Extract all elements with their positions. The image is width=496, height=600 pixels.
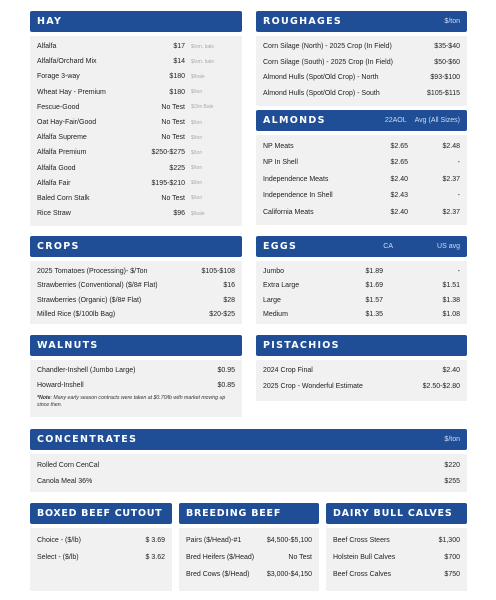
walnuts-note-text: : Many early season contracts were taken at $0.70/lb with market moving up since then.: [37, 395, 226, 408]
row-unit: $/ton: [191, 180, 203, 187]
table-row: [263, 363, 460, 379]
table-row: [263, 188, 460, 205]
table-row: [37, 264, 235, 279]
table-row: [37, 130, 235, 145]
table-row: [263, 308, 460, 323]
row-value: $220: [444, 461, 460, 469]
roughages-unit: $/ton: [444, 18, 460, 25]
row-value: $180: [169, 73, 185, 81]
row-label: Wheat Hay - Premium: [37, 88, 106, 96]
table-row: [37, 378, 235, 393]
boxed-beef-title: BOXED BEEF CUTOUT: [37, 508, 163, 519]
row-value: $20-$25: [209, 311, 235, 319]
concentrates-header: [30, 429, 467, 450]
row-label: Corn Silage (North) - 2025 Crop (In Field): [263, 43, 392, 51]
row-label: Jumbo: [263, 267, 285, 275]
row-value: $93-$100: [430, 74, 460, 82]
row-unit: $/ton: [191, 165, 203, 172]
row-value-1: $1.89: [365, 267, 383, 275]
row-value-2: $2.37: [442, 175, 460, 183]
row-value: No Test: [161, 119, 185, 127]
crops-header: [30, 236, 242, 257]
row-label: Independence Meats: [263, 175, 329, 183]
row-value: $1,300: [438, 537, 460, 544]
table-row: [263, 379, 460, 395]
crops-panel: [30, 236, 242, 324]
row-label: Large: [263, 296, 281, 304]
row-label: Strawberries (Conventional) ($/8# Flat): [37, 282, 158, 290]
row-value-1: $2.65: [390, 142, 408, 150]
table-row: [37, 293, 235, 308]
table-row: [37, 85, 235, 100]
hay-panel: [30, 11, 242, 226]
row-value-1: $2.65: [390, 159, 408, 167]
row-label: Chandler-Inshell (Jumbo Large): [37, 367, 136, 374]
table-row: [263, 279, 460, 294]
row-label: Holstein Bull Calves: [333, 554, 396, 561]
row-value: $0.95: [217, 367, 235, 374]
almonds-title: ALMONDS: [263, 115, 326, 126]
table-row: [37, 308, 235, 323]
row-value-2: -: [457, 267, 460, 275]
table-row: [263, 264, 460, 279]
row-value: $250-$275: [151, 149, 185, 157]
row-label: NP Meats: [263, 142, 294, 150]
concentrates-panel: [30, 429, 467, 492]
row-unit: $/bale: [191, 73, 205, 80]
row-value: $105-$115: [427, 89, 460, 97]
table-row: [186, 532, 312, 549]
table-row: [263, 171, 460, 188]
breeding-beef-header: [179, 503, 319, 524]
row-value: $17: [173, 43, 185, 51]
row-label: Rolled Corn CenCal: [37, 461, 100, 469]
row-unit: $/3m Bale: [191, 104, 214, 111]
row-label: Extra Large: [263, 282, 300, 290]
row-value: No Test: [161, 103, 185, 111]
row-label: Medium: [263, 311, 288, 319]
table-row: [37, 191, 235, 206]
concentrates-unit: $/ton: [444, 436, 460, 443]
row-value-2: -: [457, 192, 460, 200]
row-value: $16: [223, 282, 235, 290]
row-value-2: $1.51: [442, 282, 460, 290]
table-row: [263, 86, 460, 102]
boxed-beef-header: [30, 503, 172, 524]
row-unit: $/sm. bale: [191, 43, 215, 50]
row-value: $105-$108: [201, 267, 235, 275]
row-label: Alfalfa: [37, 43, 57, 51]
row-label: Almond Hulls (Spot/Old Crop) - North: [263, 74, 379, 82]
row-value: $ 3.62: [145, 554, 165, 561]
row-value-1: $1.35: [365, 311, 383, 319]
row-label: Beef Cross Steers: [333, 537, 390, 544]
walnuts-note-label: *Note: [37, 395, 51, 401]
row-value-1: $1.69: [365, 282, 383, 290]
hay-title: HAY: [37, 16, 63, 27]
breeding-beef-title: BREEDING BEEF: [186, 508, 282, 519]
row-label: Alfalfa Supreme: [37, 134, 87, 142]
row-label: Bred Heifers ($/Head): [186, 554, 255, 561]
table-row: [37, 100, 235, 115]
boxed-beef-table: [30, 528, 172, 591]
row-label: Select - ($/lb): [37, 554, 79, 561]
table-row: [37, 176, 235, 191]
crops-table: [30, 261, 242, 324]
row-label: Alfalfa Good: [37, 164, 76, 172]
eggs-col2: US avg: [437, 243, 460, 250]
row-value: $96: [173, 210, 185, 218]
concentrates-table: [30, 454, 467, 492]
row-value: $3,000-$4,150: [266, 571, 312, 578]
row-label: California Meats: [263, 208, 314, 216]
table-row: [37, 363, 235, 378]
row-label: Howard-Inshell: [37, 382, 84, 389]
row-value-1: $2.40: [390, 175, 408, 183]
row-value: $2.40: [442, 367, 460, 375]
roughages-title: ROUGHAGES: [263, 16, 343, 27]
row-label: Oat Hay-Fair/Good: [37, 119, 97, 127]
table-row: [37, 206, 235, 221]
table-row: [186, 566, 312, 583]
row-value: $195-$210: [151, 179, 185, 187]
hay-table: [30, 36, 242, 226]
roughages-table: [256, 36, 467, 106]
almonds-header: [256, 110, 467, 131]
almonds-col1: 22AOL: [384, 117, 407, 124]
concentrates-title: CONCENTRATES: [37, 434, 138, 445]
walnuts-panel: [30, 335, 242, 417]
row-value: $50-$60: [434, 58, 460, 66]
table-row: [37, 115, 235, 130]
table-row: [37, 532, 165, 549]
roughages-panel: [256, 11, 467, 106]
row-label: NP In Shell: [263, 159, 298, 167]
row-label: Canola Meal 36%: [37, 477, 93, 485]
row-label: Almond Hulls (Spot/Old Crop) - South: [263, 89, 380, 97]
breeding-beef-panel: [179, 503, 319, 591]
row-value: $750: [444, 571, 460, 578]
row-label: Pairs ($/Head)-#1: [186, 537, 242, 544]
row-value-2: $1.38: [442, 296, 460, 304]
almonds-col2: Avg (All Sizes): [414, 117, 460, 124]
table-row: [333, 566, 460, 583]
row-value: $4,500-$5,100: [266, 537, 312, 544]
row-label: Fescue-Good: [37, 103, 80, 111]
row-value: $255: [444, 477, 460, 485]
row-label: Beef Cross Calves: [333, 571, 391, 578]
almonds-panel: [256, 110, 467, 225]
row-label: Alfalfa Premium: [37, 149, 87, 157]
table-row: [37, 39, 235, 54]
walnuts-table: [30, 360, 242, 417]
row-value-1: $2.43: [390, 192, 408, 200]
eggs-col1: CA: [383, 243, 394, 250]
table-row: [37, 279, 235, 294]
row-value-2: $2.48: [442, 142, 460, 150]
row-unit: $/ton: [191, 119, 203, 126]
row-value: No Test: [288, 554, 312, 561]
table-row: [333, 532, 460, 549]
table-row: [37, 549, 165, 566]
table-row: [37, 473, 460, 489]
table-row: [37, 145, 235, 160]
row-label: Independence In Shell: [263, 192, 333, 200]
row-unit: $/ton: [191, 149, 203, 156]
table-row: [37, 457, 460, 473]
table-row: [263, 204, 460, 221]
roughages-header: [256, 11, 467, 32]
row-value: $28: [223, 296, 235, 304]
boxed-beef-panel: [30, 503, 172, 591]
row-value: $225: [169, 164, 185, 172]
table-row: [333, 549, 460, 566]
dairy-bull-header: [326, 503, 467, 524]
hay-header: [30, 11, 242, 32]
row-value: $700: [444, 554, 460, 561]
eggs-header: [256, 236, 467, 257]
row-value: No Test: [161, 134, 185, 142]
eggs-panel: [256, 236, 467, 324]
row-value: $14: [173, 58, 185, 66]
dairy-bull-table: [326, 528, 467, 591]
row-unit: $/bale: [191, 210, 205, 217]
row-label: Milled Rice ($/100lb Bag): [37, 311, 116, 319]
row-value: $0.85: [217, 382, 235, 389]
almonds-table: [256, 135, 467, 225]
row-unit: $/ton: [191, 89, 203, 96]
row-unit: $/ton: [191, 195, 203, 202]
pistachios-panel: [256, 335, 467, 401]
row-label: 2025 Crop - Wonderful Estimate: [263, 382, 363, 390]
row-value-2: $2.37: [442, 208, 460, 216]
row-label: Rice Straw: [37, 210, 71, 218]
row-unit: $/ton: [191, 134, 203, 141]
table-row: [263, 39, 460, 55]
dairy-bull-panel: [326, 503, 467, 591]
table-row: [186, 549, 312, 566]
table-row: [263, 138, 460, 155]
row-value-2: $1.08: [442, 311, 460, 319]
table-row: [37, 161, 235, 176]
row-label: Bred Cows ($/Head): [186, 571, 250, 578]
table-row: [37, 54, 235, 69]
row-label: Alfalfa/Orchard Mix: [37, 58, 97, 66]
row-value-2: -: [457, 159, 460, 167]
walnuts-title: WALNUTS: [37, 340, 99, 351]
row-label: Alfalfa Fair: [37, 179, 71, 187]
pistachios-header: [256, 335, 467, 356]
table-row: [263, 55, 460, 71]
row-label: Forage 3-way: [37, 73, 80, 81]
row-value: $2.50-$2.80: [422, 382, 460, 390]
pistachios-table: [256, 360, 467, 401]
row-value: $35-$40: [434, 43, 460, 51]
dairy-bull-title: DAIRY BULL CALVES: [333, 508, 453, 519]
row-value: $180: [169, 88, 185, 96]
row-label: 2024 Crop Final: [263, 367, 313, 375]
row-value-1: $2.40: [390, 208, 408, 216]
table-row: [263, 155, 460, 172]
row-label: Corn Silage (South) - 2025 Crop (In Field): [263, 58, 393, 66]
eggs-title: EGGS: [263, 241, 298, 252]
row-label: 2025 Tomatoes (Processing)- $/Ton: [37, 267, 148, 275]
walnuts-header: [30, 335, 242, 356]
row-value: No Test: [161, 194, 185, 202]
crops-title: CROPS: [37, 241, 80, 252]
table-row: [263, 70, 460, 86]
row-unit: $/sm. bale: [191, 58, 215, 65]
pistachios-title: PISTACHIOS: [263, 340, 340, 351]
row-label: Baled Corn Stalk: [37, 194, 90, 202]
table-row: [263, 293, 460, 308]
row-label: Choice - ($/lb): [37, 537, 81, 544]
row-value-1: $1.57: [365, 296, 383, 304]
walnuts-note: [37, 393, 235, 413]
row-value: $ 3.69: [145, 537, 165, 544]
breeding-beef-table: [179, 528, 319, 591]
table-row: [37, 69, 235, 84]
eggs-table: [256, 261, 467, 324]
row-label: Strawberries (Organic) ($/8# Flat): [37, 296, 142, 304]
